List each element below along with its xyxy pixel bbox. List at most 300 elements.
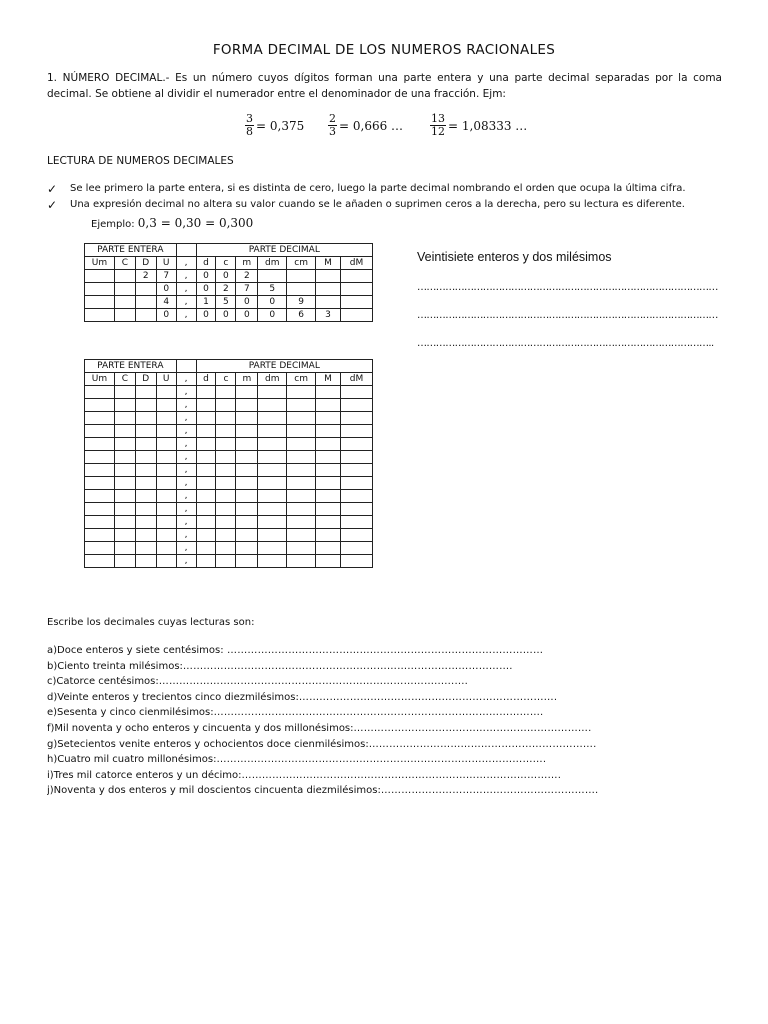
column-header: cm [287, 373, 316, 386]
table-cell[interactable] [341, 412, 373, 425]
table-cell[interactable]: 7 [156, 270, 176, 283]
bullet-text: Se lee primero la parte entera, si es distinta de cero, luego la parte decimal nombrando el orden que ocupa la última cifra. [70, 183, 686, 194]
table-cell[interactable]: 2 [236, 270, 258, 283]
answer-blank[interactable]: …………………………………………………………………. [298, 691, 558, 703]
header-blank [176, 244, 196, 257]
table-cell[interactable] [216, 464, 236, 477]
table-cell[interactable] [196, 386, 216, 399]
column-header: Um [85, 257, 115, 270]
table-cell[interactable] [340, 270, 372, 283]
list-item [47, 705, 607, 721]
denominator: 3 [329, 125, 336, 138]
table-cell[interactable] [287, 412, 316, 425]
table-cell[interactable]: 0 [258, 309, 287, 322]
table-cell[interactable] [316, 283, 341, 296]
table-column-header-row [85, 373, 373, 386]
answer-line-1[interactable]: …………………………………………………………………………………… [417, 282, 718, 293]
table-cell[interactable] [341, 386, 373, 399]
table-row [85, 270, 373, 283]
table-cell: , [176, 503, 196, 516]
table-cell[interactable] [341, 529, 373, 542]
table-cell[interactable] [216, 425, 236, 438]
table-cell: , [176, 477, 196, 490]
table-cell[interactable] [236, 516, 258, 529]
table-cell[interactable] [258, 516, 287, 529]
table-cell[interactable] [216, 399, 236, 412]
table-cell[interactable] [85, 283, 115, 296]
table-cell[interactable] [316, 490, 341, 503]
table-cell[interactable] [287, 555, 316, 568]
table-cell[interactable] [135, 386, 156, 399]
column-header: C [114, 257, 135, 270]
table-cell[interactable] [114, 399, 135, 412]
list-item [47, 752, 607, 768]
table-cell[interactable] [135, 412, 156, 425]
table-cell[interactable] [236, 412, 258, 425]
table-cell[interactable] [258, 464, 287, 477]
table-cell[interactable] [258, 451, 287, 464]
table-cell: , [176, 386, 196, 399]
table-cell[interactable] [258, 425, 287, 438]
table-cell[interactable] [316, 386, 341, 399]
table-cell[interactable] [258, 555, 287, 568]
table-cell: , [176, 490, 196, 503]
table-cell[interactable] [287, 542, 316, 555]
table-cell[interactable] [258, 529, 287, 542]
table-cell[interactable]: 0 [156, 283, 176, 296]
table-cell[interactable] [156, 425, 176, 438]
definition-paragraph: 1. NÚMERO DECIMAL.- Es un número cuyos dígitos forman una parte entera y una parte decimal separadas por la coma decimal. Se obtiene al dividir el numerador entre el denominador de una fracción. Ejm: [47, 72, 722, 100]
check-icon: ✓ [47, 198, 58, 212]
table-cell[interactable] [216, 386, 236, 399]
table-cell[interactable] [216, 412, 236, 425]
list-item [47, 783, 607, 799]
list-item [47, 659, 607, 675]
table-cell[interactable] [85, 503, 115, 516]
answer-line-2[interactable]: …………………………………………………………………………………… [417, 310, 718, 321]
table-cell[interactable] [341, 542, 373, 555]
item-label: d)Veinte enteros y trecientos cinco diezmilésimos: [47, 691, 299, 703]
table-cell[interactable] [114, 529, 135, 542]
table-cell[interactable] [236, 529, 258, 542]
table-cell[interactable] [114, 464, 135, 477]
denominator: 8 [246, 125, 253, 138]
column-header: dm [258, 373, 287, 386]
list-item [47, 643, 607, 659]
table-cell[interactable] [135, 296, 156, 309]
table-cell[interactable] [196, 542, 216, 555]
table-cell[interactable] [156, 516, 176, 529]
table-cell[interactable] [316, 542, 341, 555]
table-row [85, 542, 373, 555]
table-cell[interactable] [216, 477, 236, 490]
table-cell[interactable] [196, 399, 216, 412]
column-header: U [156, 257, 176, 270]
table-cell[interactable] [196, 490, 216, 503]
list-item [47, 690, 607, 706]
table-cell[interactable] [258, 542, 287, 555]
table-cell[interactable] [216, 529, 236, 542]
table-cell[interactable] [216, 542, 236, 555]
column-header: , [176, 257, 196, 270]
table-cell[interactable] [196, 555, 216, 568]
table-cell[interactable] [287, 438, 316, 451]
table-cell[interactable] [135, 464, 156, 477]
table-cell[interactable] [287, 516, 316, 529]
table-cell[interactable] [316, 464, 341, 477]
table-cell[interactable] [156, 542, 176, 555]
answer-blank[interactable]: ……………………………………………………………………………………. [182, 660, 513, 672]
table-cell[interactable] [316, 503, 341, 516]
table-cell[interactable] [85, 412, 115, 425]
table-cell[interactable] [135, 503, 156, 516]
table-cell[interactable] [341, 516, 373, 529]
table-cell: , [176, 296, 196, 309]
item-label: a)Doce enteros y siete centésimos: [47, 645, 224, 656]
table-cell[interactable] [287, 529, 316, 542]
table-row [85, 412, 373, 425]
column-header: cm [287, 257, 316, 270]
table-cell[interactable] [236, 477, 258, 490]
table-cell[interactable] [258, 386, 287, 399]
column-header: , [176, 373, 196, 386]
table-cell[interactable] [135, 529, 156, 542]
table-cell[interactable] [287, 399, 316, 412]
table-cell[interactable] [287, 490, 316, 503]
table-cell[interactable]: 0 [258, 296, 287, 309]
numerator: 13 [431, 112, 445, 125]
table-row [85, 399, 373, 412]
answer-blank[interactable]: ……………………………………………………………. [353, 722, 592, 734]
table-cell[interactable] [316, 516, 341, 529]
table-cell[interactable] [316, 412, 341, 425]
column-header: M [316, 257, 341, 270]
table-cell[interactable] [216, 438, 236, 451]
table-row [85, 503, 373, 516]
table-cell[interactable] [196, 438, 216, 451]
column-header: c [216, 257, 236, 270]
table-cell[interactable] [85, 464, 115, 477]
table-cell[interactable] [258, 477, 287, 490]
table-column-header-row [85, 257, 373, 270]
table-cell[interactable] [85, 451, 115, 464]
table-cell[interactable]: 0 [236, 309, 258, 322]
column-header: U [156, 373, 176, 386]
table-cell[interactable]: 1 [196, 296, 216, 309]
group-header-decimal: PARTE DECIMAL [196, 360, 372, 373]
table-cell[interactable] [85, 516, 115, 529]
table-row [85, 555, 373, 568]
table-cell[interactable] [114, 490, 135, 503]
table-cell[interactable] [196, 412, 216, 425]
table-cell[interactable] [258, 503, 287, 516]
table-row [85, 309, 373, 322]
table-row [85, 386, 373, 399]
table-cell[interactable] [135, 490, 156, 503]
table-cell[interactable] [236, 386, 258, 399]
table-cell[interactable] [236, 438, 258, 451]
table-cell[interactable] [341, 555, 373, 568]
table-cell[interactable] [316, 451, 341, 464]
table-cell[interactable]: 3 [316, 309, 341, 322]
table-row [85, 296, 373, 309]
page-title: FORMA DECIMAL DE LOS NUMEROS RACIONALES [212, 42, 556, 58]
table-cell[interactable] [236, 490, 258, 503]
table-cell[interactable] [156, 529, 176, 542]
column-header: C [114, 373, 135, 386]
answer-blank[interactable]: ……………………………………………………………………………………. [213, 707, 544, 719]
table-cell[interactable] [114, 503, 135, 516]
table-row [85, 464, 373, 477]
table-cell[interactable] [236, 555, 258, 568]
answer-blank[interactable]: ………………………………………………………. [380, 785, 599, 797]
table-cell[interactable] [196, 451, 216, 464]
table-cell[interactable]: 0 [196, 309, 216, 322]
group-header-entera: PARTE ENTERA [85, 360, 177, 373]
table-cell[interactable] [114, 386, 135, 399]
table-cell[interactable] [316, 296, 341, 309]
table-cell[interactable]: 0 [196, 283, 216, 296]
table-cell[interactable] [85, 438, 115, 451]
table-cell[interactable] [341, 451, 373, 464]
place-value-table-filled [84, 243, 373, 322]
item-label: i)Tres mil catorce enteros y un décimo: [47, 769, 242, 781]
column-header: c [216, 373, 236, 386]
table-cell[interactable] [135, 542, 156, 555]
table-cell[interactable] [287, 477, 316, 490]
table-cell[interactable] [156, 464, 176, 477]
table-cell[interactable] [341, 425, 373, 438]
table-cell[interactable] [236, 542, 258, 555]
table-cell[interactable] [341, 477, 373, 490]
table-cell[interactable] [341, 503, 373, 516]
table-cell[interactable] [196, 464, 216, 477]
table-cell[interactable] [287, 425, 316, 438]
example-line [91, 216, 253, 230]
table-cell[interactable] [85, 399, 115, 412]
table-cell[interactable] [85, 477, 115, 490]
table-cell[interactable] [85, 296, 115, 309]
answer-blank[interactable]: …………………………………………………………………………………. [241, 769, 562, 781]
table-cell[interactable] [316, 529, 341, 542]
table-cell[interactable] [316, 477, 341, 490]
table-cell[interactable] [258, 270, 287, 283]
table-cell[interactable] [316, 270, 341, 283]
table-cell[interactable]: 2 [135, 270, 156, 283]
table-cell[interactable] [216, 516, 236, 529]
table-cell[interactable] [114, 516, 135, 529]
item-label: e)Sesenta y cinco cienmilésimos: [47, 707, 214, 719]
denominator: 12 [431, 125, 445, 138]
table-cell[interactable]: 5 [216, 296, 236, 309]
table-cell[interactable] [114, 425, 135, 438]
table-cell: , [176, 464, 196, 477]
table-cell[interactable] [287, 464, 316, 477]
table-cell[interactable]: 0 [196, 270, 216, 283]
table-cell[interactable] [114, 412, 135, 425]
table-cell[interactable] [156, 412, 176, 425]
table-cell[interactable] [196, 516, 216, 529]
list-item [47, 674, 607, 690]
list-item [47, 768, 607, 784]
table-cell[interactable]: 0 [216, 309, 236, 322]
table-cell[interactable] [135, 516, 156, 529]
table-row [85, 477, 373, 490]
table-cell[interactable] [316, 438, 341, 451]
table-cell[interactable] [316, 399, 341, 412]
table-cell[interactable] [196, 425, 216, 438]
reading-example: Veintisiete enteros y dos milésimos [417, 250, 612, 264]
table-cell[interactable] [258, 399, 287, 412]
bullet-text: Una expresión decimal no altera su valor cuando se le añaden o suprimen ceros a la derecha, pero su lectura es diferente. [70, 199, 685, 210]
table-cell[interactable] [114, 296, 135, 309]
table-cell[interactable] [341, 399, 373, 412]
table-cell[interactable] [85, 309, 115, 322]
table-cell[interactable]: 4 [156, 296, 176, 309]
numerator: 3 [246, 112, 253, 125]
table-cell[interactable] [287, 270, 316, 283]
table-cell[interactable] [287, 283, 316, 296]
table-cell[interactable]: 7 [236, 283, 258, 296]
table-row [85, 516, 373, 529]
table-row [85, 451, 373, 464]
group-header-decimal: PARTE DECIMAL [196, 244, 372, 257]
table-cell[interactable] [258, 438, 287, 451]
table-cell[interactable] [236, 503, 258, 516]
table-cell[interactable] [156, 477, 176, 490]
answer-blank[interactable]: …………………………………………………………. [368, 738, 597, 750]
table-cell[interactable] [135, 477, 156, 490]
table-cell[interactable] [196, 503, 216, 516]
table-cell[interactable] [85, 425, 115, 438]
table-cell[interactable] [316, 425, 341, 438]
table-cell[interactable] [114, 555, 135, 568]
table-cell[interactable] [85, 386, 115, 399]
table-row [85, 438, 373, 451]
table-cell[interactable] [216, 451, 236, 464]
column-header: d [196, 257, 216, 270]
table-cell[interactable] [196, 477, 216, 490]
table-cell[interactable] [156, 399, 176, 412]
column-header: m [236, 373, 258, 386]
table-cell[interactable] [287, 386, 316, 399]
table-cell[interactable]: 9 [287, 296, 316, 309]
table-cell[interactable] [114, 309, 135, 322]
answer-blank[interactable]: ……………………………………………………………………………………. [216, 754, 547, 766]
table-cell[interactable] [114, 438, 135, 451]
table-cell[interactable] [114, 542, 135, 555]
table-cell[interactable] [156, 438, 176, 451]
table-cell[interactable] [114, 477, 135, 490]
decimal-result: = 0,666 … [339, 118, 404, 133]
answer-line-3[interactable]: ………………………………………………………………………………….. [417, 338, 714, 349]
table-cell: , [176, 412, 196, 425]
table-cell[interactable] [156, 386, 176, 399]
table-cell[interactable] [135, 425, 156, 438]
table-cell[interactable]: 6 [287, 309, 316, 322]
table-cell[interactable] [156, 451, 176, 464]
table-cell: , [176, 542, 196, 555]
table-cell[interactable] [258, 412, 287, 425]
column-header: dM [341, 373, 373, 386]
table-cell[interactable] [236, 464, 258, 477]
table-cell[interactable] [340, 283, 372, 296]
table-cell[interactable] [216, 490, 236, 503]
section-title: LECTURA DE NUMEROS DECIMALES [47, 155, 234, 167]
table-cell[interactable] [135, 399, 156, 412]
table-cell[interactable] [316, 555, 341, 568]
table-cell[interactable] [135, 451, 156, 464]
table-cell[interactable] [340, 309, 372, 322]
column-header: Um [85, 373, 115, 386]
table-cell[interactable] [85, 270, 115, 283]
decimal-result: = 1,08333 … [448, 118, 528, 133]
answer-blank[interactable]: ……………………………………………………………………….......... [158, 676, 468, 688]
column-header: D [135, 373, 156, 386]
table-cell[interactable] [196, 529, 216, 542]
table-cell[interactable] [85, 490, 115, 503]
table-cell[interactable] [135, 555, 156, 568]
table-cell[interactable] [236, 399, 258, 412]
table-cell[interactable] [340, 296, 372, 309]
table-cell[interactable]: 0 [236, 296, 258, 309]
table-cell[interactable] [341, 464, 373, 477]
table-cell[interactable] [156, 555, 176, 568]
table-cell: , [176, 529, 196, 542]
table-cell[interactable] [258, 490, 287, 503]
table-cell[interactable] [114, 451, 135, 464]
table-group-header-row [85, 244, 373, 257]
table-cell[interactable] [85, 542, 115, 555]
table-cell[interactable] [341, 490, 373, 503]
table-cell[interactable] [114, 283, 135, 296]
table-row [85, 283, 373, 296]
table-cell: , [176, 451, 196, 464]
table-cell: , [176, 283, 196, 296]
table-row [85, 490, 373, 503]
item-label: g)Setecientos venite enteros y ochocientos doce cienmilésimos: [47, 738, 369, 750]
table-cell[interactable] [216, 503, 236, 516]
table-cell[interactable] [114, 270, 135, 283]
table-cell[interactable] [85, 555, 115, 568]
table-cell[interactable] [135, 283, 156, 296]
column-header: d [196, 373, 216, 386]
table-cell[interactable]: 0 [156, 309, 176, 322]
table-cell[interactable] [236, 425, 258, 438]
table-cell[interactable]: 5 [258, 283, 287, 296]
table-cell[interactable] [287, 503, 316, 516]
example-label: Ejemplo: [91, 219, 135, 230]
table-cell[interactable] [156, 490, 176, 503]
table-cell[interactable] [85, 529, 115, 542]
write-prompt: Escribe los decimales cuyas lecturas son: [47, 617, 255, 628]
table-cell[interactable] [216, 555, 236, 568]
table-cell[interactable] [287, 451, 316, 464]
column-header: D [135, 257, 156, 270]
table-cell[interactable] [236, 451, 258, 464]
column-header: dM [340, 257, 372, 270]
answer-blank[interactable]: ………………………………………………………………………………… [223, 645, 544, 656]
table-cell[interactable] [135, 309, 156, 322]
column-header: dm [258, 257, 287, 270]
table-cell[interactable]: 2 [216, 283, 236, 296]
fraction-example-3 [430, 113, 527, 138]
column-header: M [316, 373, 341, 386]
table-cell[interactable] [156, 503, 176, 516]
table-cell[interactable] [341, 438, 373, 451]
table-cell[interactable] [135, 438, 156, 451]
table-cell[interactable]: 0 [216, 270, 236, 283]
